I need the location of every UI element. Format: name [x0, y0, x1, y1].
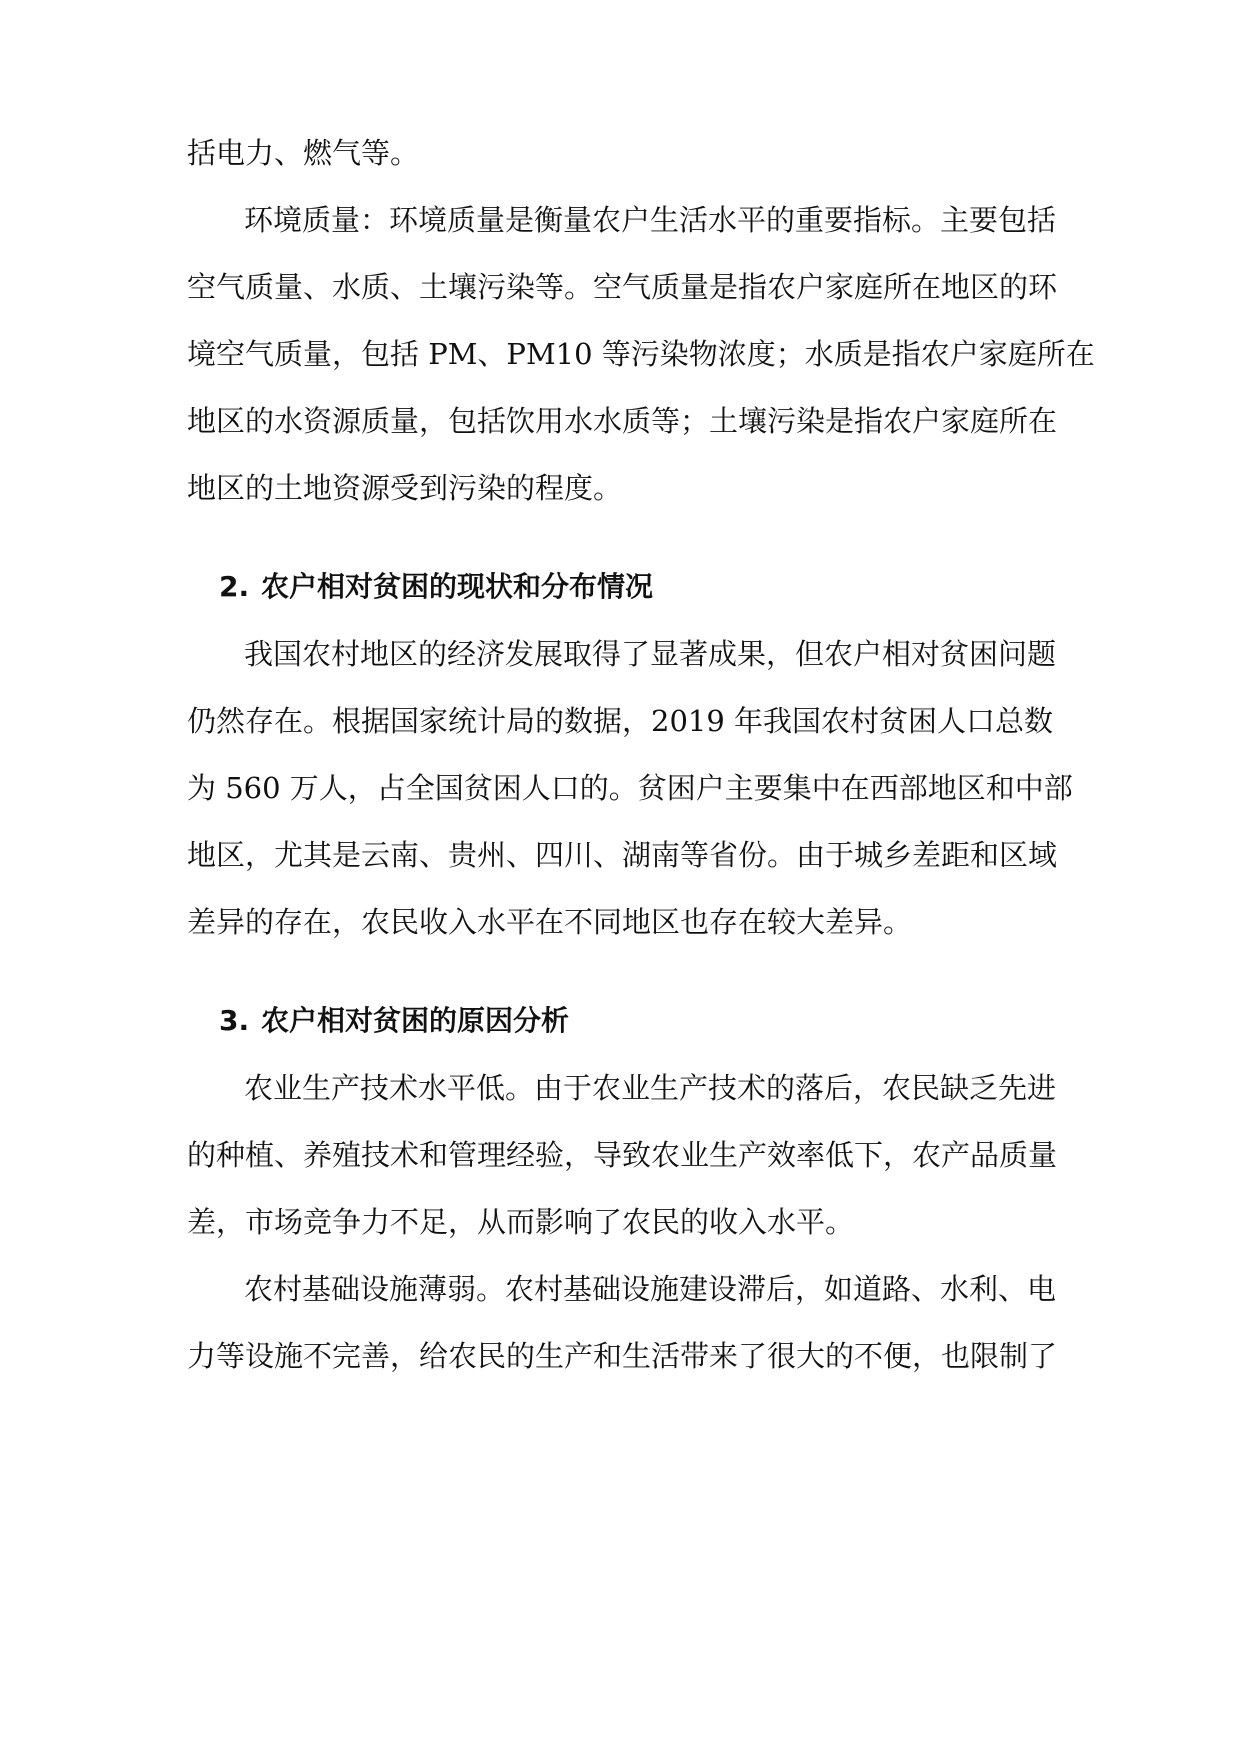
- paragraph: [187, 197, 1095, 532]
- paragraph: [187, 1065, 1058, 1266]
- text-line: 括电力、燃气等。: [187, 136, 420, 170]
- text-line: 差，市场竞争力不足，从而影响了农民的收入水平。: [187, 1205, 855, 1239]
- section-title: 农户相对贫困的现状和分布情况: [261, 570, 654, 603]
- text-line: 地区，尤其是云南、贵州、四川、湖南等省份。由于城乡差距和区域: [187, 838, 1058, 872]
- text-line: 力等设施不完善，给农民的生产和生活带来了很大的不便，也限制了: [187, 1339, 1058, 1373]
- paragraph: [187, 130, 1051, 197]
- text-line: 农业生产技术水平低。由于农业生产技术的落后，农民缺乏先进: [244, 1071, 1057, 1105]
- section-heading: [187, 998, 1051, 1065]
- text-line: 地区的水资源质量，包括饮用水水质等；土壤污染是指农户家庭所在: [187, 404, 1058, 438]
- text-line: 仍然存在。根据国家统计局的数据，2019 年我国农村贫困人口总数: [187, 704, 1054, 738]
- section-number: 3.: [219, 1004, 250, 1037]
- spacer: [187, 532, 1051, 564]
- spacer: [187, 966, 1051, 998]
- text-line: 为 560 万人，占全国贫困人口的。贫困户主要集中在西部地区和中部: [187, 771, 1073, 805]
- text-line: 境空气质量，包括 PM、PM10 等污染物浓度；水质是指农户家庭所在: [187, 337, 1095, 371]
- section-number: 2.: [219, 570, 250, 603]
- section-title: 农户相对贫困的原因分析: [261, 1004, 570, 1037]
- text-line: 的种植、养殖技术和管理经验，导致农业生产效率低下，农产品质量: [187, 1138, 1058, 1172]
- section-heading: [187, 564, 1051, 631]
- text-line: 环境质量：环境质量是衡量农户生活水平的重要指标。主要包括: [244, 203, 1057, 237]
- document-page: [187, 130, 1095, 1400]
- text-line: 差异的存在，农民收入水平在不同地区也存在较大差异。: [187, 905, 913, 939]
- text-line: 地区的土地资源受到污染的程度。: [187, 471, 623, 505]
- text-line: 农村基础设施薄弱。农村基础设施建设滞后，如道路、水利、电: [244, 1272, 1057, 1306]
- text-line: 我国农村地区的经济发展取得了显著成果，但农户相对贫困问题: [244, 637, 1057, 671]
- text-line: 空气质量、水质、土壤污染等。空气质量是指农户家庭所在地区的环: [187, 270, 1058, 304]
- paragraph: [187, 631, 1073, 966]
- paragraph: [187, 1266, 1058, 1400]
